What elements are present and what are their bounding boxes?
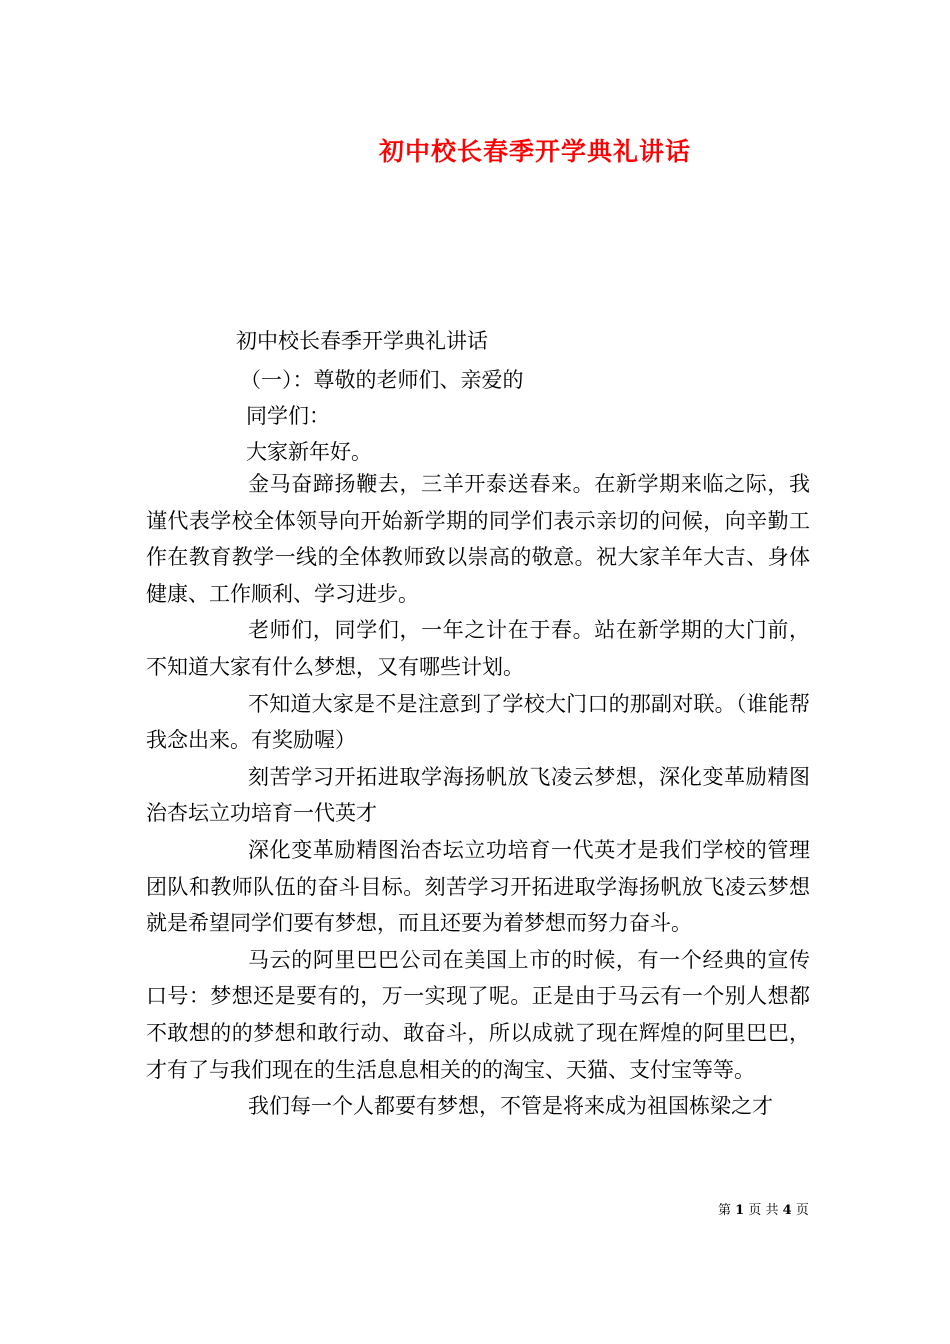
page-footer bbox=[718, 1203, 809, 1219]
paragraph: 老师们，同学们，一年之计在于春。站在新学期的大门前，不知道大家有什么梦想，又有哪些计划。 bbox=[146, 618, 810, 679]
greeting: 大家新年好。 bbox=[246, 440, 372, 464]
subtitle: 初中校长春季开学典礼讲话 bbox=[236, 329, 488, 353]
footer-prefix: 第 bbox=[718, 1203, 732, 1218]
paragraph: 深化变革励精图治杏坛立功培育一代英才是我们学校的管理团队和教师队伍的奋斗目标。刻苦学习开拓进取学海扬帆放飞凌云梦想就是希望同学们要有梦想，而且还要为着梦想而努力奋斗。 bbox=[146, 837, 810, 936]
salutation-line-2: 同学们： bbox=[246, 404, 330, 428]
paragraph: 刻苦学习开拓进取学海扬帆放飞凌云梦想，深化变革励精图治杏坛立功培育一代英才 bbox=[146, 764, 810, 826]
paragraph: 马云的阿里巴巴公司在美国上市的时候，有一个经典的宣传口号：梦想还是要有的，万一实现了呢。正是由于马云有一个别人想都不敢想的的梦想和敢行动、敢奋斗，所以成就了现在辉煌的阿里巴巴，才有了与我们现在的生活息息相关的的淘宝、天猫、支付宝等等。 bbox=[146, 947, 810, 1082]
salutation-line-1: （一）：尊敬的老师们、亲爱的 bbox=[240, 368, 524, 392]
page-total: 4 bbox=[782, 1203, 792, 1218]
body-text bbox=[146, 466, 810, 1125]
footer-middle: 页 共 bbox=[748, 1203, 779, 1218]
page-number: 1 bbox=[735, 1203, 745, 1218]
document-title: 初中校长春季开学典礼讲话 bbox=[378, 137, 691, 166]
paragraph: 我们每一个人都要有梦想，不管是将来成为祖国栋梁之才 bbox=[248, 1094, 773, 1119]
paragraph: 不知道大家是不是注意到了学校大门口的那副对联。（谁能帮我念出来。有奖励喔） bbox=[146, 691, 810, 753]
footer-suffix: 页 bbox=[795, 1203, 809, 1218]
paragraph: 金马奋蹄扬鞭去，三羊开泰送春来。在新学期来临之际，我谨代表学校全体领导向开始新学期的同学们表示亲切的问候，向辛勤工作在教育教学一线的全体教师致以崇高的敬意。祝大家羊年大吉、身体健康、工作顺利、学习进步。 bbox=[146, 472, 810, 606]
